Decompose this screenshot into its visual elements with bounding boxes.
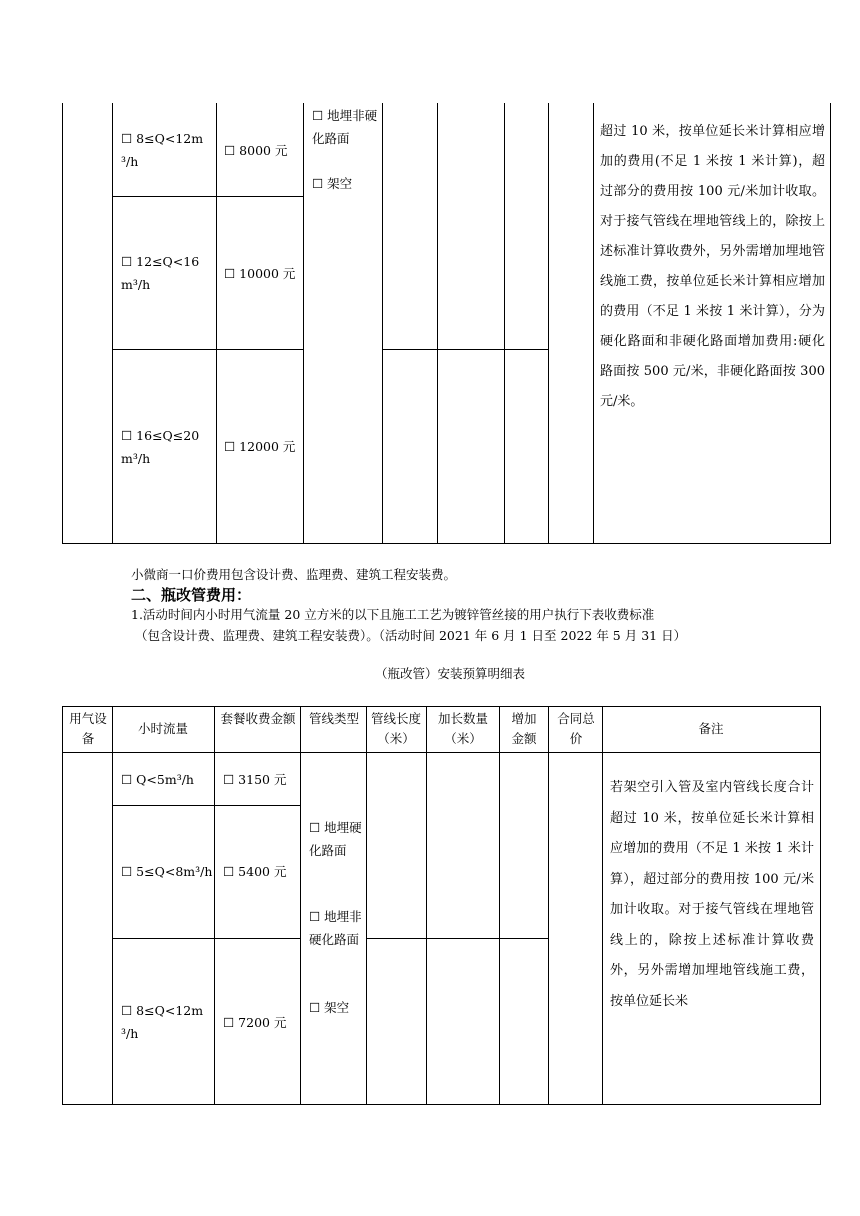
pipe-type-option: ☐ 地埋非硬化路面 [312, 108, 378, 146]
price-cell: ☐ 7200 元 [223, 1015, 287, 1030]
pipe-type-option: ☐ 架空 [309, 1000, 350, 1015]
paragraph-line-1: 1.活动时间内小时用气流量 20 立方米的以下且施工工艺为镀锌管丝接的用户执行下表收费标准 [131, 607, 655, 622]
header-extra-length: 加长数量（米） [437, 711, 488, 746]
price-cell: ☐ 8000 元 [224, 143, 288, 158]
price-cell: ☐ 12000 元 [224, 439, 296, 454]
price-cell: ☐ 5400 元 [223, 864, 287, 879]
price-cell: ☐ 10000 元 [224, 266, 296, 281]
flow-cell: ☐ 8≤Q<12m³/h [121, 131, 204, 169]
header-remarks: 备注 [698, 721, 724, 736]
paragraph-line-2: （包含设计费、监理费、建筑工程安装费）。（活动时间 2021 年 6 月 1 日至 2022 年 5 月 31 日） [135, 628, 687, 643]
price-cell: ☐ 3150 元 [223, 772, 287, 787]
pipe-type-option: ☐ 架空 [312, 176, 353, 191]
remarks-cell: 超过 10 米，按单位延长米计算相应增加的费用(不足 1 米按 1 米计算)，超过部分的费用按 100 元/米加计收取。对于接气管线在埋地管线上的，除按上述标准计算收费外，另外需增加埋地管线施工费，按单位延长米计算相应增加的费用（不足 1 米按 1 米计算），分为硬化路面和非硬化路面增加费用:硬化路面按 500 元/米，非硬化路面按 300 元/米。 [600, 124, 825, 409]
section-heading: 二、瓶改管费用： [131, 586, 252, 604]
pipe-type-option: ☐ 地埋非硬化路面 [309, 909, 362, 947]
flow-cell: ☐ 5≤Q<8m³/h [121, 864, 213, 879]
remarks-cell: 若架空引入管及室内管线长度合计超过 10 米，按单位延长米计算相应增加的费用（不足 1 米按 1 米计算），超过部分的费用按 100 元/米加计收取。对于接气管线在埋地管线上的，除按上述标准计算收费外，另外需增加埋地管线施工费，按单位延长米 [610, 780, 814, 1009]
header-total: 合同总价 [557, 711, 595, 746]
fee-note: 小微商一口价费用包含设计费、监理费、建筑工程安装费。 [131, 567, 457, 582]
table-title: （瓶改管）安装预算明细表 [375, 666, 526, 681]
header-package-fee: 套餐收费金额 [220, 711, 296, 726]
header-flow: 小时流量 [137, 721, 188, 736]
flow-cell: ☐ 8≤Q<12m³/h [121, 1003, 204, 1041]
header-device: 用气设备 [69, 711, 107, 746]
flow-cell: ☐ 12≤Q<16m³/h [121, 254, 200, 292]
pipe-type-option: ☐ 地埋硬化路面 [309, 820, 362, 858]
flow-cell: ☐ Q<5m³/h [121, 772, 194, 787]
flow-cell: ☐ 16≤Q≤20m³/h [121, 428, 200, 466]
header-pipe-type: 管线类型 [308, 711, 359, 726]
header-pipe-length: 管线长度（米） [370, 711, 421, 746]
header-extra-amount: 增加金额 [511, 711, 537, 746]
